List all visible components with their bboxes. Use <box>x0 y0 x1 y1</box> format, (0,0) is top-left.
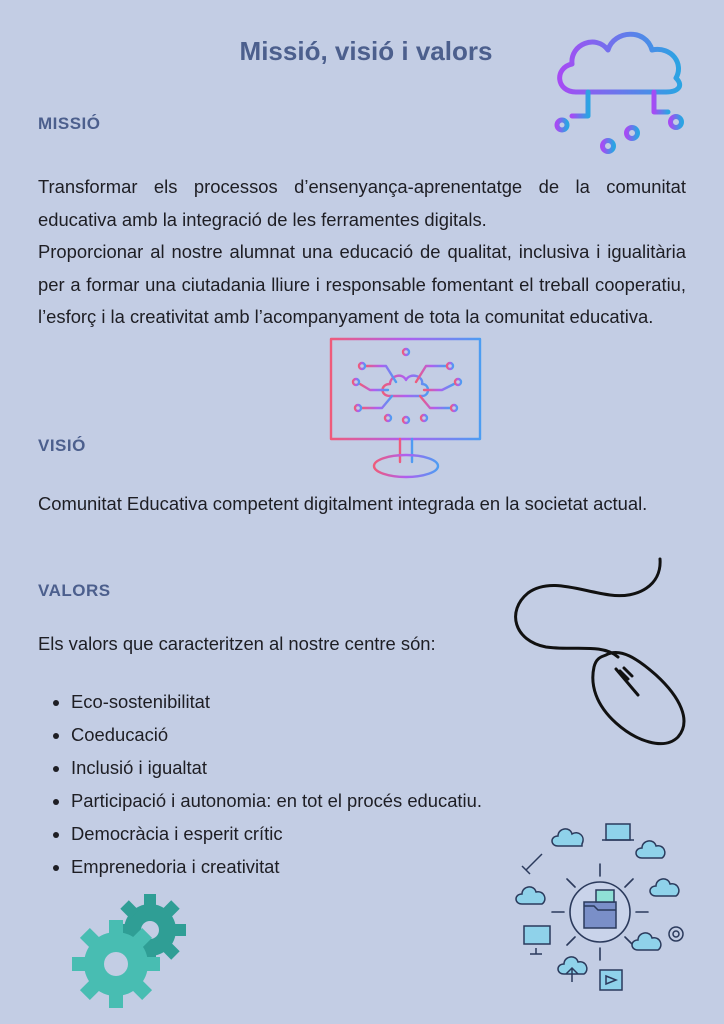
values-heading: VALORS <box>38 581 111 600</box>
mission-paragraph-1 <box>38 171 686 236</box>
vision-heading: VISIÓ <box>38 436 86 455</box>
values-intro: Els valors que caracteritzen al nostre centre són: <box>38 633 436 654</box>
values-list-item: • Eco-sostenibilitat <box>71 685 482 718</box>
mission-paragraph-1-text: Transformar els processos d’ensenyança-aprenentatge de la comunitat educativa amb la integració de les ferramentes digitals. <box>38 176 686 230</box>
mission-paragraph-2-text: Proporcionar al nostre alumnat una educació de qualitat, inclusiva i igualitària per a formar una ciutadania lliure i responsable fomentant el treball cooperatiu, l’esforç i la creativitat amb l’acompanyament de tota la comunitat educativa. <box>38 241 686 327</box>
values-list-item: • Participació i autonomia: en tot el procés educatiu. <box>71 784 482 817</box>
mission-paragraph-2 <box>38 236 686 334</box>
values-list-item: • Coeducació <box>71 718 482 751</box>
mission-heading: MISSIÓ <box>38 114 101 133</box>
values-list-item: • Democràcia i esperit crític <box>71 817 482 850</box>
page-title: Missió, visió i valors <box>239 36 493 66</box>
vision-paragraph <box>38 488 686 521</box>
gears-icon <box>70 892 192 1010</box>
values-list-item: • Inclusió i igualtat <box>71 751 482 784</box>
computer-mouse-icon <box>510 555 690 745</box>
values-list-item: • Emprenedoria i creativitat <box>71 850 482 883</box>
cloud-network-icon <box>548 20 690 160</box>
monitor-cloud-icon <box>330 338 482 482</box>
values-list <box>38 685 482 883</box>
vision-paragraph-text: Comunitat Educativa competent digitalment integrada en la societat actual. <box>38 493 648 514</box>
cloud-services-icon <box>508 818 692 1000</box>
